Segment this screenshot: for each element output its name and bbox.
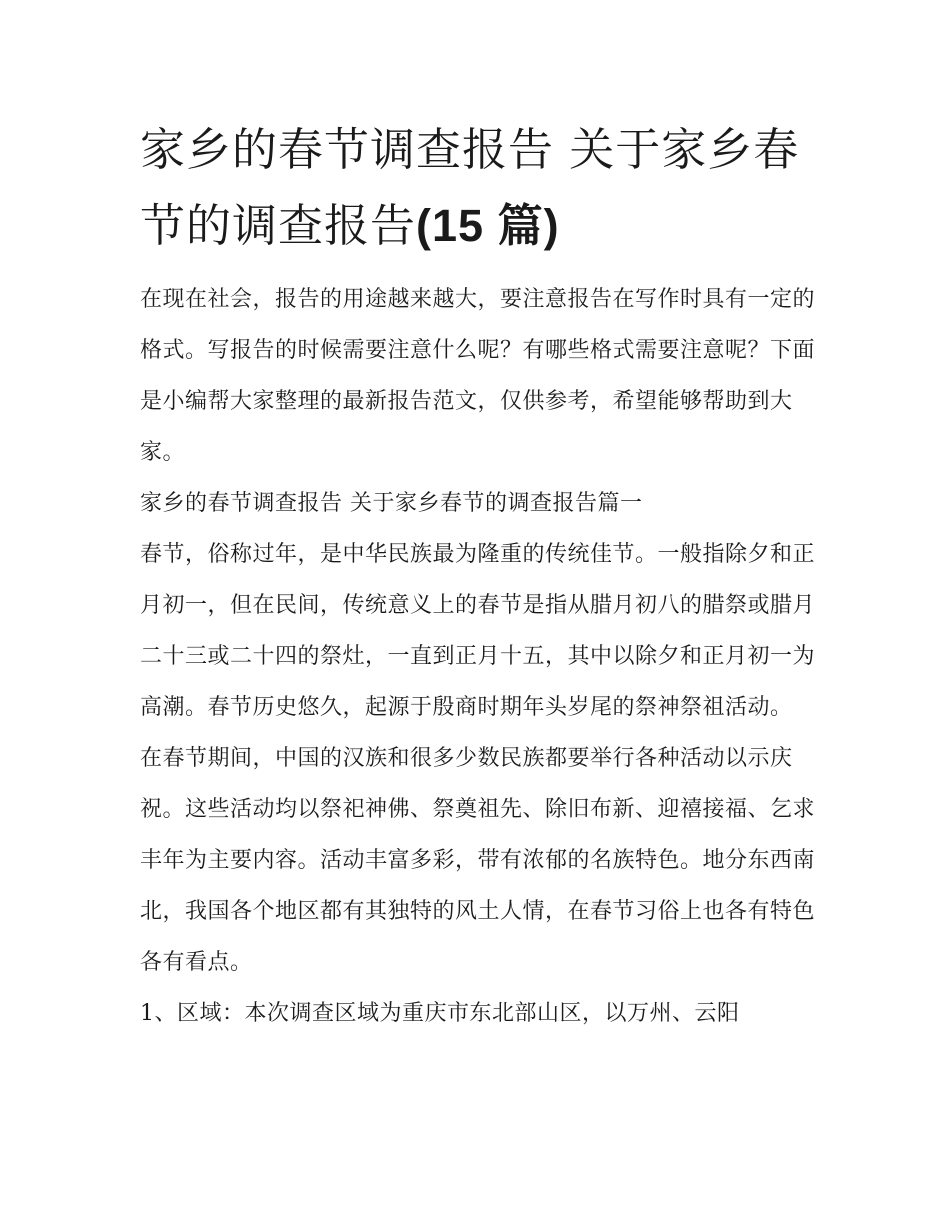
list-item: 1、区域：本次调查区域为重庆市东北部山区，以万州、云阳 xyxy=(140,1001,740,1026)
title-number: 15 xyxy=(432,200,485,251)
title-main-text: 家乡的春节调查报告 关于家乡春节的调查报告 xyxy=(140,123,800,252)
body-paragraph: 在春节期间，中国的汉族和很多少数民族都要举行各种活动以示庆祝。这些活动均以祭祀神佛、祭奠祖先、除旧布新、迎禧接福、乞求丰年为主要内容。活动丰富多彩，带有浓郁的名族特色。地分东西南北，我国各个地区都有其独特的风土人情，在春节习俗上也各有特色各有看点。 xyxy=(140,746,816,975)
document-page xyxy=(140,112,820,1039)
section-heading: 家乡的春节调查报告 关于家乡春节的调查报告篇一 xyxy=(140,491,643,516)
title-suffix: 篇) xyxy=(484,200,560,251)
title-paren-open: ( xyxy=(416,200,433,251)
intro-paragraph: 在现在社会，报告的用途越来越大，要注意报告在写作时具有一定的格式。写报告的时候需要注意什么呢？有哪些格式需要注意呢？下面是小编帮大家整理的最新报告范文，仅供参考，希望能够帮助到大家。 xyxy=(140,287,816,465)
document-title xyxy=(140,112,820,264)
body-paragraph: 春节，俗称过年，是中华民族最为隆重的传统佳节。一般指除夕和正月初一，但在民间，传统意义上的春节是指从腊月初八的腊祭或腊月二十三或二十四的祭灶，一直到正月十五，其中以除夕和正月初一为高潮。春节历史悠久，起源于殷商时期年头岁尾的祭神祭祖活动。 xyxy=(140,542,816,720)
